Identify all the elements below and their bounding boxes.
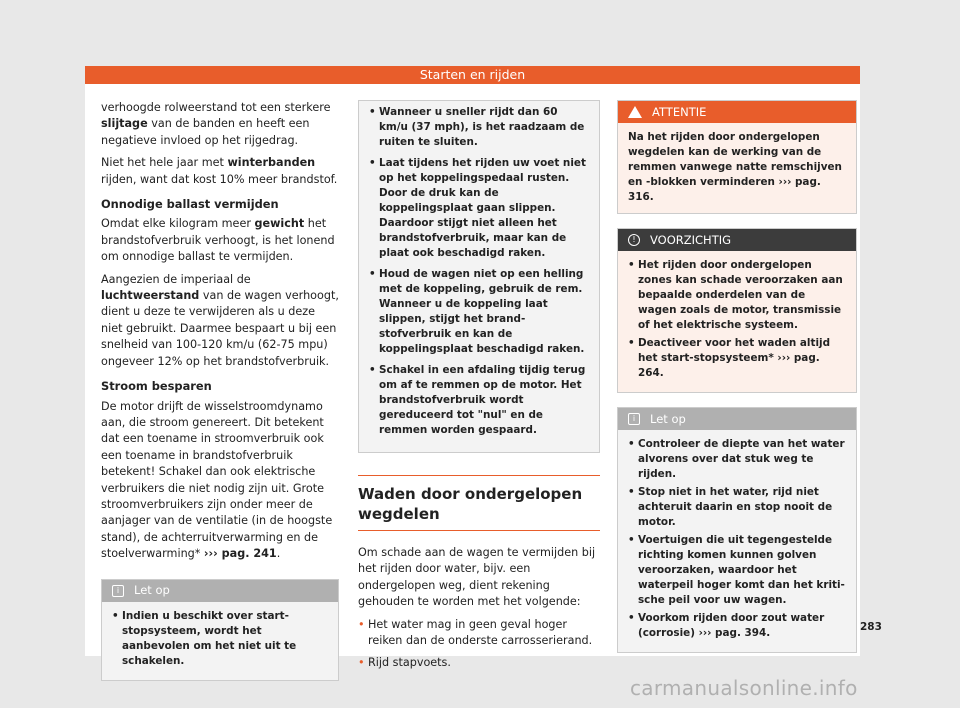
note-box	[101, 579, 339, 681]
bold-text: slijtage	[101, 117, 148, 131]
tips-list	[359, 101, 599, 452]
text: .	[766, 627, 771, 639]
text: .	[649, 191, 654, 203]
note-item: • Controleer de diepte van het water alvorens over dat stuk weg te rijden.	[628, 437, 846, 482]
text: het brandstofverbruik verhoogt, is het lonend om onnodige ballast te vermijden.	[101, 217, 335, 264]
text: van de banden en heeft een negatieve invloed op het rijgedrag.	[101, 117, 310, 147]
paragraph	[101, 272, 339, 370]
attention-box	[617, 100, 857, 214]
exclamation-circle-icon: !	[628, 234, 640, 246]
subheading: Stroom besparen	[101, 379, 212, 394]
page-reference-link[interactable]: ››› pag. 394	[698, 627, 767, 639]
note-body	[102, 602, 338, 680]
bullet-item: • Het water mag in geen geval hoger reiken dan de onderste carrosserierand.	[358, 617, 600, 650]
bullet-list	[358, 617, 600, 672]
text: Deactiveer voor het waden altijd het start-stopsysteem*	[638, 337, 831, 364]
paragraph	[101, 399, 339, 563]
header-bar	[85, 66, 860, 84]
paragraph: Om schade aan de wagen te vermijden bij het rijden door water, bijv. een ondergelopen weg, dient rekening gehouden te worden met het volgende:	[358, 546, 596, 609]
paragraph	[101, 216, 339, 265]
caution-body	[618, 251, 856, 392]
caution-label: VOORZICHTIG	[650, 232, 732, 247]
info-icon: i	[112, 585, 124, 597]
note-body	[618, 430, 856, 652]
text: van de wagen verhoogt, dient u deze te verwijderen als u deze niet gebruikt. Daarmee bespaart u bij een snelheid van 100-120 km/u (62-75 mpu) ongeveer 12% op het brandstofverbruik.	[101, 289, 339, 368]
note-label: Let op	[650, 411, 686, 426]
column-2	[358, 100, 600, 678]
page-reference-link[interactable]: ››› pag. 241	[203, 547, 277, 561]
watermark: carmanualsonline.info	[630, 676, 858, 700]
caution-item	[628, 336, 846, 381]
section-heading: Waden door ondergelopen wegdelen	[358, 475, 600, 531]
paragraph	[101, 155, 339, 188]
tip-item: • Houd de wagen niet op een helling met de koppeling, gebruik de rem. Wanneer u de koppeling laat slippen, stijgt het brandstofverbruik en kan de koppelingsplaat beschadigd raken.	[369, 267, 589, 357]
caution-header	[618, 229, 856, 251]
bold-text: winterbanden	[227, 156, 316, 170]
text: De motor drijft de wisselstroomdynamo aan, die stroom genereert. Dit betekent dat een toename in stroomverbruik ook een toename in brandstofverbruik betekent! Schakel dan ook elektrische verbruikers die niet nodig zijn uit. Grote stroomverbruikers zijn onder meer de aanjager van de ventilatie (in de hoogste stand), de achterruitverwarming en de stoelverwarming*	[101, 399, 333, 561]
attention-label: ATTENTIE	[652, 104, 707, 119]
tips-box	[358, 100, 600, 453]
bullet-item: • Rijd stapvoets.	[358, 655, 600, 671]
text: Omdat elke kilogram meer	[101, 217, 255, 231]
column-3	[617, 100, 857, 653]
page-reference-link[interactable]: ››› pag. 316	[628, 176, 821, 203]
note-item: • Stop niet in het water, rijd niet achteruit daarin en stop nooit de motor.	[628, 485, 846, 530]
note-item	[628, 611, 846, 641]
bold-text: luchtweerstand	[101, 289, 200, 303]
caution-box	[617, 228, 857, 393]
tip-item: • Wanneer u sneller rijdt dan 60 km/u (37 mph), is het raadzaam de ruiten te sluiten.	[369, 105, 589, 150]
text: Na het rijden door ondergelopen wegdelen kan de werking van de remmen vanwege natte remschijven en -blokken verminderen	[628, 131, 842, 188]
column-1	[101, 100, 339, 681]
bold-text: gewicht	[254, 217, 305, 231]
page-number: 283	[860, 621, 882, 633]
tip-item: • Laat tijdens het rijden uw voet niet op het koppelingspedaal rusten. Door de druk kan de koppelingsplaat gaan slippen. Daardoor stijgt niet alleen het brandstofverbruik, maar kan de plaat ook beschadigd raken.	[369, 156, 589, 261]
attention-header	[618, 101, 856, 123]
page-reference-link[interactable]: ››› pag. 264	[638, 352, 820, 379]
text: rijden, want dat kost 10% meer brandstof.	[101, 172, 338, 186]
text: .	[276, 547, 281, 561]
caution-item: • Het rijden door ondergelopen zones kan schade veroorzaken aan bepaalde onderdelen van de wagen zoals de motor, transmissie of het elektrische systeem.	[628, 258, 846, 333]
note-header	[618, 408, 856, 430]
text: verhoogde rolweerstand tot een sterkere	[101, 101, 331, 114]
note-item: • Voertuigen die uit tegengestelde richting komen kunnen golven veroorzaken, waardoor het waterpeil hoger komt dan het kritische peil voor uw wagen.	[628, 533, 846, 608]
info-icon: i	[628, 413, 640, 425]
text: Voorkom rijden door zout water (corrosie)	[638, 612, 825, 639]
note-header	[102, 580, 338, 602]
note-label: Let op	[134, 583, 170, 598]
text: Niet het hele jaar met	[101, 156, 228, 170]
note-item: • Indien u beschikt over start-stopsysteem, wordt het aanbevolen om het niet uit te schakelen.	[112, 609, 328, 669]
page-title: Starten en rijden	[419, 67, 526, 82]
tip-item: • Schakel in een afdaling tijdig terug om af te remmen op de motor. Het brandstofverbruik wordt gereduceerd tot "nul" en de remmen worden gespaard.	[369, 363, 589, 438]
text: .	[659, 367, 664, 379]
warning-triangle-icon	[628, 106, 642, 118]
text: Aangezien de imperiaal de	[101, 272, 251, 286]
note-box	[617, 407, 857, 653]
attention-body	[618, 123, 856, 213]
subheading: Onnodige ballast vermijden	[101, 197, 279, 212]
paragraph	[101, 100, 339, 149]
